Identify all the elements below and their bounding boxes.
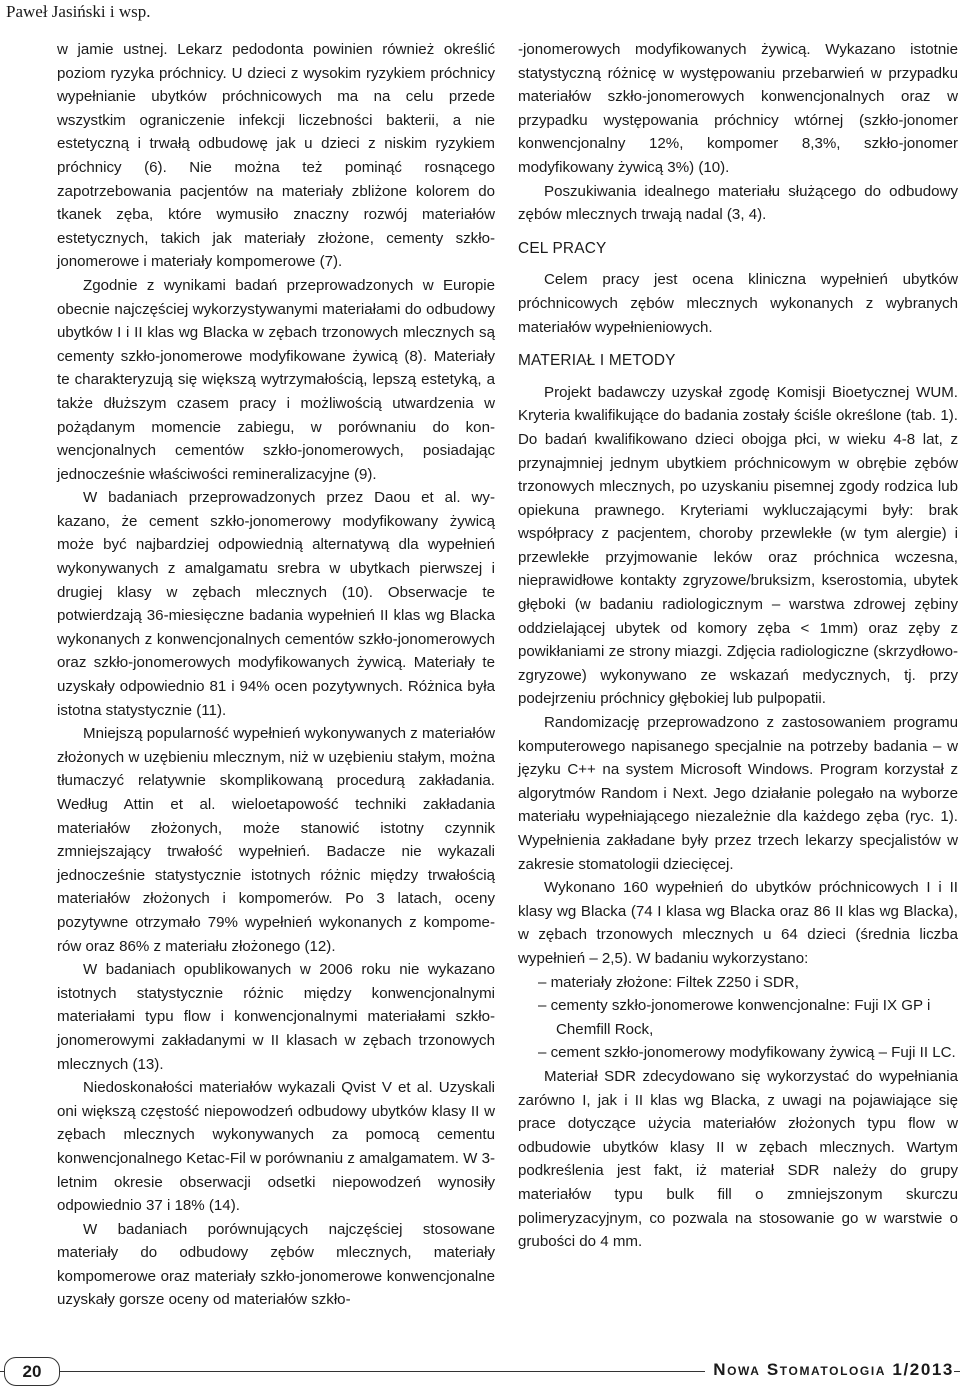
right-column xyxy=(518,38,958,1254)
journal-title: Nowa Stomatologia 1/2013 xyxy=(705,1360,954,1380)
running-head: Paweł Jasiński i wsp. xyxy=(6,2,151,21)
paragraph: Randomizację przeprowadzono z zastosowaniem programu komputerowego napisanego specjalnie na potrzeby badania – w języku C++ na system Microsoft Windows. Program korzystał z algorytmów Random i Next. Jego działanie polegało na wyborze materiału wypełniającego niezależnie dla każdego zęba (ryc. 1). Wypełnienia zakładane były przez trzech lekarzy specjalistów w zakresie stomatologii dziecięcej. xyxy=(518,714,958,873)
paragraph: Mniejszą popularność wypełnień wykonywanych z materiałów złożonych w uzębieniu mlecznym, niż w uzębieniu stałym, można tłumaczyć relatywnie skomplikowaną procedurą zakładania. Według Attin et al. wieloetapowość techniki zakładania materiałów złożonych, może stanowić istotny czynnik zmniejszający trwałość wypełnień. Badacze nie wykazali jednocześnie statystycznie istotnych różnic między trwałością materiałów złożonych i kompomerów. Po 3 latach, oceny pozytywne otrzymało 79% wypełnień wykonanych z kompomerów oraz 86% z materiału złożonego (12). xyxy=(57,725,495,955)
paragraph: Wykonano 160 wypełnień do ubytków próchnicowych I i II klasy wg Blacka (74 I klasa wg Blacka oraz 86 II klas wg Blacka), w zębach trzonowych mlecznych u 64 dzieci (średnia liczba wypełnień – 2,5). W badaniu wykorzystano: xyxy=(518,879,958,967)
list-item: – materiały złożone: Filtek Z250 i SDR, xyxy=(538,973,799,991)
materials-list xyxy=(518,971,958,1065)
left-column xyxy=(57,38,495,1312)
paragraph: Niedoskonałości materiałów wykazali Qvist V et al. Uzyskali oni większą częstość niepowodzeń odbudowy ubytków klasy II w zębach mlecznych wykonywanych za pomocą cementu konwencjonalnego Ketac-Fil w porównaniu z amalgamatem. W 3-letnim okresie obserwacji odsetki niepowodzeń wynosiły odpowiednio 37 i 18% (14). xyxy=(57,1079,495,1215)
section-heading-methods: MATERIAŁ I METODY xyxy=(518,352,676,370)
paragraph: Materiał SDR zdecydowano się wykorzystać do wypełniania zarówno I, jak i II klas wg Blacka, z uwagi na pojawiające się prace dotyczące użycia materiałów złożonych typu flow w odbudowie ubytków klasy II w zębach mlecznych. Wartym podkreślenia jest fakt, iż materiał SDR należy do grupy materiałów typu bulk fill o zmniejszonym skurczu polimeryzacyjnym, co pozwala na stosowanie go w warstwie o grubości do 4 mm. xyxy=(518,1067,958,1251)
paragraph: Celem pracy jest ocena kliniczna wypełnień ubytków próchnicowych zębów mlecznych wykonanych z wybranych materiałów wypełnieniowych. xyxy=(518,271,958,336)
paragraph: Zgodnie z wynikami badań przeprowadzonych w Europie obecnie najczęściej wykorzystywanymi materiałami do odbudowy ubytków I i II klas wg Blacka w zębach trzonowych mlecznych są cementy szkło-jonomerowe modyfikowane żywicą (8). Materiały te charakteryzują się większą wytrzymałością, lepszą estetyką, a także dłuższym czasem pracy i możliwością utwardzenia w pożądanym momencie zabiegu, w porównaniu do konwencjonalnych cementów szkło-jonomerowych, posiadając jednocześnie właściwości remineralizacyjne (9). xyxy=(57,276,495,483)
paragraph: W badaniach porównujących najczęściej stosowane materiały do odbudowy zębów mlecznych, materiały kompomerowe oraz materiały szkło-jonomerowe konwencjonalne uzyskały gorsze oceny od materiałów szkło- xyxy=(57,1220,495,1309)
paragraph: Projekt badawczy uzyskał zgodę Komisji Bioetycznej WUM. Kryteria kwalifikujące do badania zostały ściśle określone (tab. 1). Do badań kwalifikowano dzieci obojga płci, w wieku 4-8 lat, z przynajmniej jednym ubytkiem próchnicowym w obrębie zębów trzonowych mlecznych, po uzyskaniu pisemnej zgody rodzica lub opiekuna prawnego. Kryteriami wykluczającymi były: brak współpracy z pacjentem, choroby przewlekłe (w tym alergie) i przewlekłe przyjmowanie leków oraz próchnica wczesna, nieprawidłowe kontakty zgryzowe/bruksizm, kserostomia, ubytek głęboki (w badaniu radiologicznym – warstwa zdrowej zębiny oddzielającej ubytek od komory zęba < 1mm) oraz zęby z powikłaniami ze strony miazgi. Zdjęcia radiologiczne (skrzydłowo-zgryzowe) wykonywano ze wskazań medycznych, tj. przy podejrzeniu próchnicy głębokiej lub pulpopatii. xyxy=(518,383,958,708)
paragraph: W badaniach przeprowadzonych przez Daou et al. wykazano, że cement szkło-jonomerowy modyfikowany żywicą może być najbardziej odpowiednią alternatywą dla wypełnień wykonywanych z amalgamatu srebra w ubytkach pierwszej i drugiej klasy w zębach mlecznych (10). Obserwacje te potwierdzają 36-miesięczne badania wypełnień II klas wg Blacka wykonanych z konwencjonalnych cementów szkło-jonomerowych oraz szkło-jonomerowych modyfikowanych żywicą. Materiały te uzyskały odpowiednio 81 i 94% ocen pozytywnych. Różnica była istotna statystycznie (11). xyxy=(57,489,495,719)
paragraph: Poszukiwania idealnego materiału służącego do odbudowy zębów mlecznych trwają nadal (3, 4). xyxy=(518,182,958,224)
section-heading-aim: CEL PRACY xyxy=(518,239,607,257)
list-item: – cement szkło-jonomerowy modyfikowany żywicą – Fuji II LC. xyxy=(538,1044,956,1062)
paragraph: -jonomerowych modyfikowanych żywicą. Wykazano istotnie statystyczną różnicę w występowaniu przebarwień w przypadku materiałów szkło-jonomerowych konwencjonalnych oraz w przypadku występowania próchnicy wtórnej (szkło-jonomer konwencjonalny 12%, kompomer 8,3%, szkło-jonomer modyfikowany żywicą 3%) (10). xyxy=(518,41,958,176)
paragraph: w jamie ustnej. Lekarz pedodonta powinien również określić poziom ryzyka próchnicy. U dzieci z wysokim ryzykiem próchnicy wypełnianie ubytków próchnicowych ma na celu przede wszystkim ograniczenie infekcji liczebności bakterii, a nie estetyczną i trwałą odbudowę jak u dzieci z niskim ryzykiem próchnicy (6). Nie można też pominąć rosnącego zapotrzebowania pacjentów na materiały zbliżone kolorem do tkanek zęba, które wymusiło znaczny rozwój materiałów estetycznych, takich jak materiały złożone, cementy szkło-jonomerowe i materiały kompomerowe (7). xyxy=(57,41,495,271)
page-number: 20 xyxy=(4,1357,60,1386)
paragraph: W badaniach opublikowanych w 2006 roku nie wykazano istotnych statystycznie różnic między konwencjonalnymi materiałami typu flow i konwencjonalnymi materiałami szkło-jonomerowymi zakładanymi w II klasach w zębach trzonowych mlecznych (13). xyxy=(57,961,495,1073)
list-item: – cementy szkło-jonomerowe konwencjonalne: Fuji IX GP i Chemfill Rock, xyxy=(538,997,931,1038)
